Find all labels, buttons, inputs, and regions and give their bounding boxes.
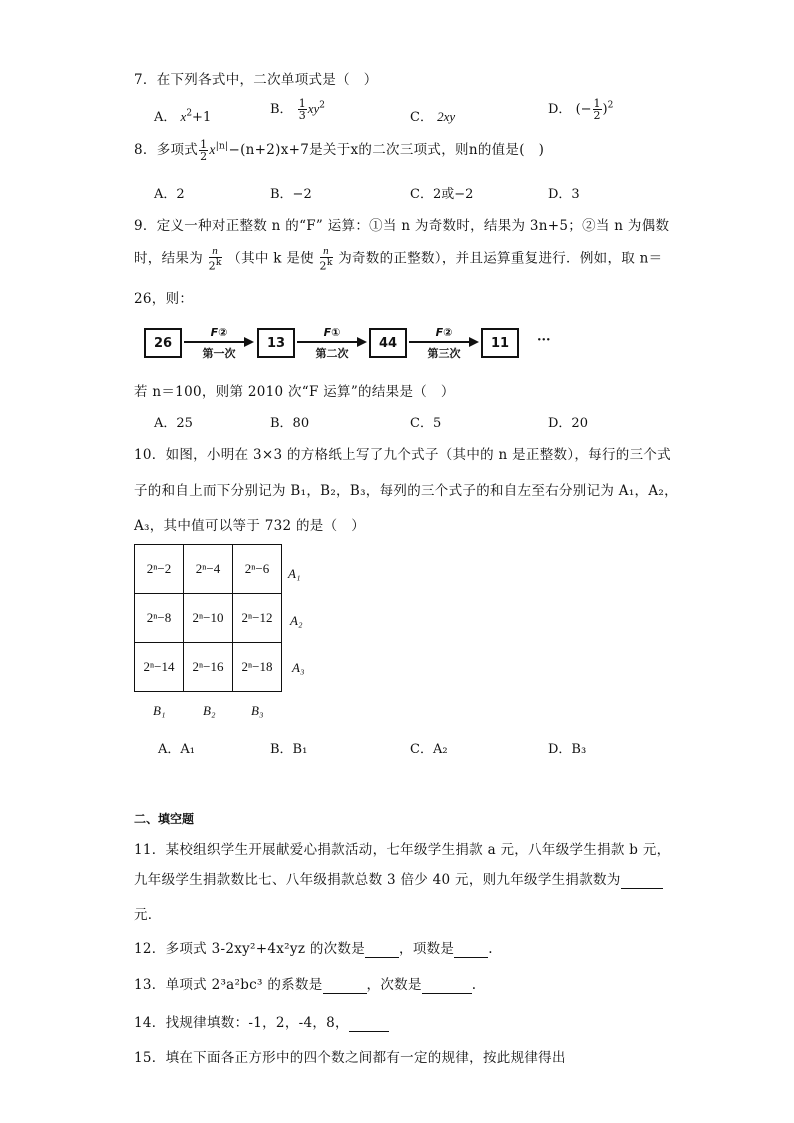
option-label: B． — [270, 102, 293, 117]
option-expr: 2xy — [437, 109, 456, 124]
q13-text-pre: 13．单项式 2³a²bc³ 的系数是 — [134, 977, 323, 993]
grid-row — [135, 643, 282, 692]
grid-cell: 2ⁿ−16 — [184, 643, 233, 692]
flow-box: 11 — [481, 328, 519, 358]
fraction: $\frac{1}{3}$ — [298, 97, 306, 122]
q7-option-c — [410, 106, 455, 125]
grid-cell: 2ⁿ−8 — [135, 594, 184, 643]
q9-line2-post: 为奇数的正整数），并且运算重复进行．例如，取 n＝ — [338, 250, 663, 267]
answer-blank[interactable] — [365, 941, 399, 958]
grid-row — [135, 594, 282, 643]
q10-line2: 子的和自上而下分别记为 B₁，B₂，B₃，每列的三个式子的和自左至右分别记为 A₁，A₂， — [134, 483, 678, 499]
option-label: D． — [548, 102, 572, 117]
flow-arrow-bottom-label: 第二次 — [315, 347, 349, 360]
q14 — [134, 1011, 389, 1032]
grid-cell: 2ⁿ−2 — [135, 545, 184, 594]
q10-option-b: B．B₁ — [270, 742, 308, 757]
q11-line3: 元． — [134, 907, 162, 923]
fraction: $\frac{n}{2^k}$ — [208, 245, 222, 273]
q9-line2-pre: 时，结果为 — [134, 250, 203, 267]
fraction: $\frac{1}{2}$ — [593, 97, 601, 122]
q7-stem: 7．在下列各式中，二次单项式是（ ） — [134, 72, 378, 88]
q7-option-b: B． $\frac{1}{3}$ $xy^2$ — [270, 97, 325, 122]
grid-row-label: A₃ — [292, 660, 305, 675]
flow-arrow — [297, 326, 367, 360]
flow-arrow — [409, 326, 479, 360]
q9-option-c: C．5 — [410, 416, 442, 431]
answer-blank[interactable] — [621, 872, 663, 889]
grid-row-label: A₁ — [288, 566, 301, 581]
q9-option-b: B．80 — [270, 416, 310, 431]
q13-text-mid: ，次数是 — [366, 977, 422, 993]
option-label: A． — [154, 110, 177, 125]
option-expr: xy — [307, 101, 320, 116]
q9-line3: 26，则： — [134, 291, 194, 307]
q7-option-a: A． $x^2+1$ — [154, 108, 212, 125]
q8-option-d: D．3 — [548, 187, 580, 202]
fraction: $\frac{n}{2^k}$ — [319, 245, 333, 273]
flow-arrow-top-label: F② — [435, 326, 453, 339]
q12-text-pre: 12．多项式 3-2xy²+4x²yz 的次数是 — [134, 941, 366, 957]
grid-cell: 2ⁿ−4 — [184, 545, 233, 594]
section-title: 二、填空题 — [134, 812, 195, 826]
grid-row-label: A₂ — [290, 613, 303, 628]
q10-line3: A₃，其中值可以等于 732 的是（ ） — [134, 518, 366, 534]
answer-blank[interactable] — [323, 977, 367, 994]
grid-cell: 2ⁿ−6 — [233, 545, 282, 594]
grid-cell: 2ⁿ−12 — [233, 594, 282, 643]
q15: 15．填在下面各正方形中的四个数之间都有一定的规律，按此规律得出 — [134, 1050, 566, 1066]
q8-stem-mid: −(n+2)x+7是关于x的二次三项式，则n的值是( ) — [228, 142, 545, 158]
q10-option-c: C．A₂ — [410, 742, 448, 757]
grid-col-label: B₁ — [153, 703, 166, 718]
grid-row — [135, 545, 282, 594]
option-expr: x — [180, 109, 187, 124]
q7-option-d: D． (− $\frac{1}{2}$ )$^2$ — [548, 97, 614, 122]
q8-option-c: C．2或−2 — [410, 187, 474, 202]
q13-text-post: . — [471, 977, 477, 993]
q12 — [134, 937, 493, 958]
q11-line2 — [134, 868, 663, 889]
q9-question: 若 n＝100，则第 2010 次“F 运算”的结果是（ ） — [134, 384, 455, 400]
grid-col-label: B₂ — [203, 703, 216, 718]
grid-col-label: B₃ — [251, 703, 264, 718]
q11-line1: 11．某校组织学生开展献爱心捐款活动，七年级学生捐款 a 元，八年级学生捐款 b 元， — [134, 842, 671, 858]
answer-blank[interactable] — [349, 1015, 389, 1032]
expression-grid — [134, 544, 282, 692]
flow-box: 44 — [369, 328, 407, 358]
flow-arrow-bottom-label: 第一次 — [202, 347, 236, 360]
flow-ellipsis: ··· — [537, 333, 551, 348]
q9-line2 — [134, 246, 662, 272]
q13 — [134, 973, 476, 994]
q12-text-post: . — [488, 941, 493, 957]
flow-arrow-bottom-label: 第三次 — [427, 347, 461, 360]
q10-option-a: A．A₁ — [158, 742, 195, 757]
q9-line2-mid: （其中 k 是使 — [227, 250, 314, 267]
flow-arrow-top-label: F① — [323, 326, 341, 339]
flow-box: 26 — [144, 328, 182, 358]
fraction: $\frac{1}{2}$ — [200, 138, 208, 163]
answer-blank[interactable] — [454, 941, 488, 958]
q8-option-a: A．2 — [154, 187, 185, 202]
q8-stem: 8．多项式 $\frac{1}{2}$ $x^{|n|}-(n+2)x+7$是关于x的二次三项式，则n的值是( ) — [134, 138, 545, 163]
q10-option-d: D．B₃ — [548, 742, 587, 757]
q9-line1: 9．定义一种对正整数 n 的“F” 运算：①当 n 为奇数时，结果为 3n+5；②当 n 为偶数 — [134, 218, 670, 234]
flow-arrow — [184, 326, 254, 360]
q14-text: 14．找规律填数：-1，2，-4，8， — [134, 1015, 349, 1031]
flow-box: 13 — [257, 328, 295, 358]
q8-stem-pre: 8．多项式 — [134, 142, 199, 158]
q12-text-mid: ，项数是 — [399, 941, 455, 957]
answer-blank[interactable] — [422, 977, 472, 994]
q9-option-d: D．20 — [548, 416, 588, 431]
q11-line2-text: 九年级学生捐款数比七、八年级捐款总数 3 倍少 40 元，则九年级学生捐款数为 — [134, 872, 621, 888]
flow-arrow-top-label: F② — [210, 326, 228, 339]
grid-cell: 2ⁿ−14 — [135, 643, 184, 692]
q8-option-b: B．−2 — [270, 187, 312, 202]
grid-cell: 2ⁿ−10 — [184, 594, 233, 643]
q9-option-a: A．25 — [154, 416, 193, 431]
grid-cell: 2ⁿ−18 — [233, 643, 282, 692]
option-label: C． — [410, 110, 433, 125]
q10-line1: 10．如图，小明在 3×3 的方格纸上写了九个式子（其中的 n 是正整数），每行的三个式 — [134, 447, 671, 463]
